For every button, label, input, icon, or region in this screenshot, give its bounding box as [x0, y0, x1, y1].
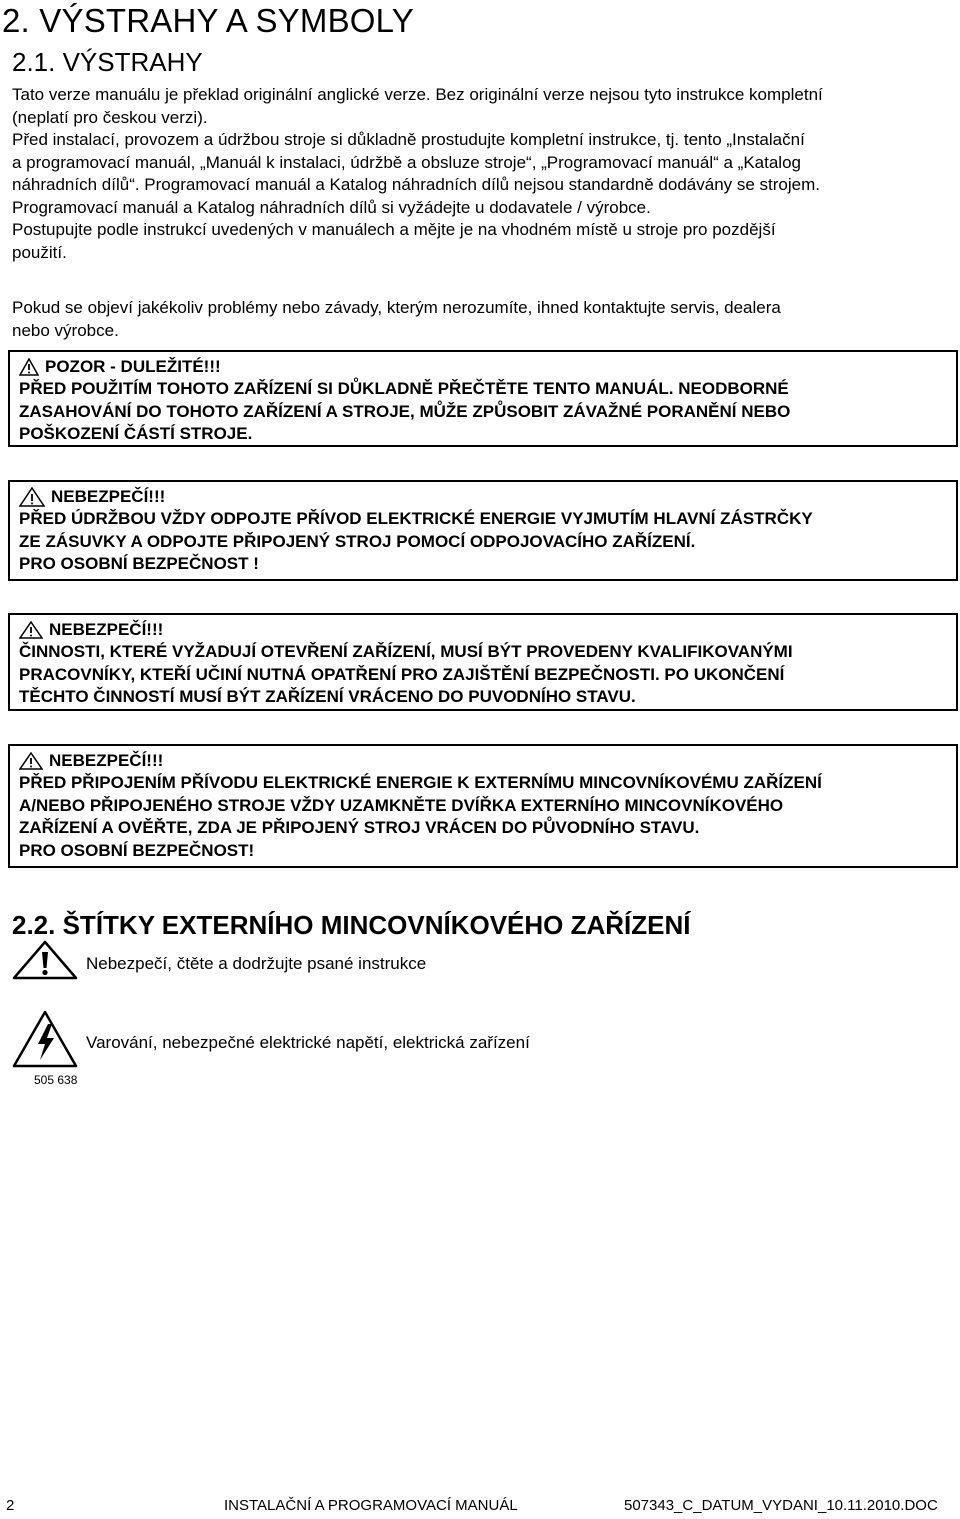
- warning-box-caution: [8, 350, 958, 447]
- warning-line: ČINNOSTI, KTERÉ VYŽADUJÍ OTEVŘENÍ ZAŘÍZENÍ, MUSÍ BÝT PROVEDENY KVALIFIKOVANÝMI: [19, 642, 793, 661]
- intro-line: Programovací manuál a Katalog náhradních dílů si vyžádejte u dodavatele / výrobce.: [12, 197, 651, 217]
- problems-line: nebo výrobce.: [12, 320, 119, 340]
- intro-line: Postupujte podle instrukcí uvedených v manuálech a mějte je na vhodném místě u stroje pro pozdější: [12, 220, 776, 239]
- heading-labels: 2.2. ŠTÍTKY EXTERNÍHO MINCOVNÍKOVÉHO ZAŘÍZENÍ: [12, 910, 691, 940]
- warning-line: POŠKOZENÍ ČÁSTÍ STROJE.: [19, 424, 253, 443]
- warning-box-danger-opening: [8, 613, 958, 711]
- intro-line: náhradních dílů“. Programovací manuál a Katalog náhradních dílů nejsou standardně dodávány se strojem.: [12, 175, 820, 194]
- warning-box-danger-power: [8, 744, 958, 868]
- lightning-triangle-icon: [12, 1010, 78, 1068]
- intro-paragraph: [12, 84, 952, 264]
- warning-title: POZOR - DULEŽITÉ!!!: [45, 357, 221, 376]
- warning-box-danger-maintenance: [8, 480, 958, 581]
- warning-line: PŘED ÚDRŽBOU VŽDY ODPOJTE PŘÍVOD ELEKTRICKÉ ENERGIE VYJMUTÍM HLAVNÍ ZÁSTRČKY: [19, 509, 813, 528]
- footer-title: INSTALAČNÍ A PROGRAMOVACÍ MANUÁL: [224, 1497, 518, 1514]
- warning-title: NEBEZPEČÍ!!!: [51, 487, 166, 506]
- footer-doc-name: 507343_C_DATUM_VYDANI_10.11.2010.DOC: [624, 1497, 938, 1514]
- warning-line: PRO OSOBNÍ BEZPEČNOST!: [19, 840, 255, 860]
- intro-line: Tato verze manuálu je překlad originální anglické verze. Bez originální verze nejsou tyto instrukce kompletní: [12, 85, 823, 104]
- heading-warnings-symbols: 2. VÝSTRAHY A SYMBOLY: [2, 2, 414, 39]
- intro-line: (neplatí pro českou verzi).: [12, 107, 208, 127]
- warning-text: [19, 378, 956, 446]
- warning-text: [19, 641, 956, 709]
- intro-line: použití.: [12, 242, 67, 262]
- warning-line: PŘED PŘIPOJENÍM PŘÍVODU ELEKTRICKÉ ENERGIE K EXTERNÍMU MINCOVNÍKOVÉMU ZAŘÍZENÍ: [19, 773, 822, 792]
- warning-line: PRACOVNÍKY, KTEŘÍ UČINÍ NUTNÁ OPATŘENÍ PRO ZAJIŠTĚNÍ BEZPEČNOSTI. PO UKONČENÍ: [19, 664, 785, 684]
- exclamation-triangle-icon: [12, 940, 78, 980]
- warning-triangle-icon: [19, 487, 45, 507]
- warning-text: [19, 772, 956, 862]
- intro-line: Před instalací, provozem a údržbou stroje si důkladně prostudujte kompletní instrukce, tj. tento „Instalační: [12, 130, 805, 149]
- warning-line: A/NEBO PŘIPOJENÉHO STROJE VŽDY UZAMKNĚTE DVÍŘKA EXTERNÍHO MINCOVNÍKOVÉHO: [19, 795, 784, 815]
- warning-triangle-icon: [19, 752, 43, 770]
- warning-title: NEBEZPEČÍ!!!: [49, 620, 164, 639]
- label-text: Nebezpečí, čtěte a dodržujte psané instrukce: [86, 954, 427, 973]
- warning-title: NEBEZPEČÍ!!!: [49, 751, 164, 770]
- warning-triangle-icon: [19, 621, 43, 639]
- warning-line: PŘED POUŽITÍM TOHOTO ZAŘÍZENÍ SI DŮKLADNĚ PŘEČTĚTE TENTO MANUÁL. NEODBORNÉ: [19, 379, 789, 398]
- label-row-electrical: [12, 1010, 530, 1068]
- footer-page-number: 2: [6, 1497, 15, 1514]
- warning-line: TĚCHTO ČINNOSTÍ MUSÍ BÝT ZAŘÍZENÍ VRÁCENO DO PUVODNÍHO STAVU.: [19, 687, 636, 706]
- problems-paragraph: [12, 297, 952, 342]
- label-text: Varování, nebezpečné elektrické napětí, elektrická zařízení: [86, 1033, 530, 1052]
- warning-line: ZASAHOVÁNÍ DO TOHOTO ZAŘÍZENÍ A STROJE, MŮŽE ZPŮSOBIT ZÁVAŽNÉ PORANĚNÍ NEBO: [19, 401, 791, 421]
- warning-triangle-icon: [19, 358, 39, 376]
- warning-line: PRO OSOBNÍ BEZPEČNOST !: [19, 554, 259, 573]
- heading-warnings: 2.1. VÝSTRAHY: [12, 47, 203, 77]
- warning-line: ZE ZÁSUVKY A ODPOJTE PŘIPOJENÝ STROJ POMOCÍ ODPOJOVACÍHO ZAŘÍZENÍ.: [19, 531, 696, 551]
- label-part-number: 505 638: [34, 1073, 78, 1087]
- warning-line: ZAŘÍZENÍ A OVĚŘTE, ZDA JE PŘIPOJENÝ STROJ VRÁCEN DO PŮVODNÍHO STAVU.: [19, 818, 700, 837]
- warning-text: [19, 508, 956, 576]
- label-row-instructions: [12, 940, 426, 980]
- problems-line: Pokud se objeví jakékoliv problémy nebo závady, kterým nerozumíte, ihned kontaktujte servis, dealera: [12, 298, 781, 317]
- intro-line: a programovací manuál, „Manuál k instalaci, údržbě a obsluze stroje“, „Programovací manuál“ a „Katalog: [12, 152, 801, 172]
